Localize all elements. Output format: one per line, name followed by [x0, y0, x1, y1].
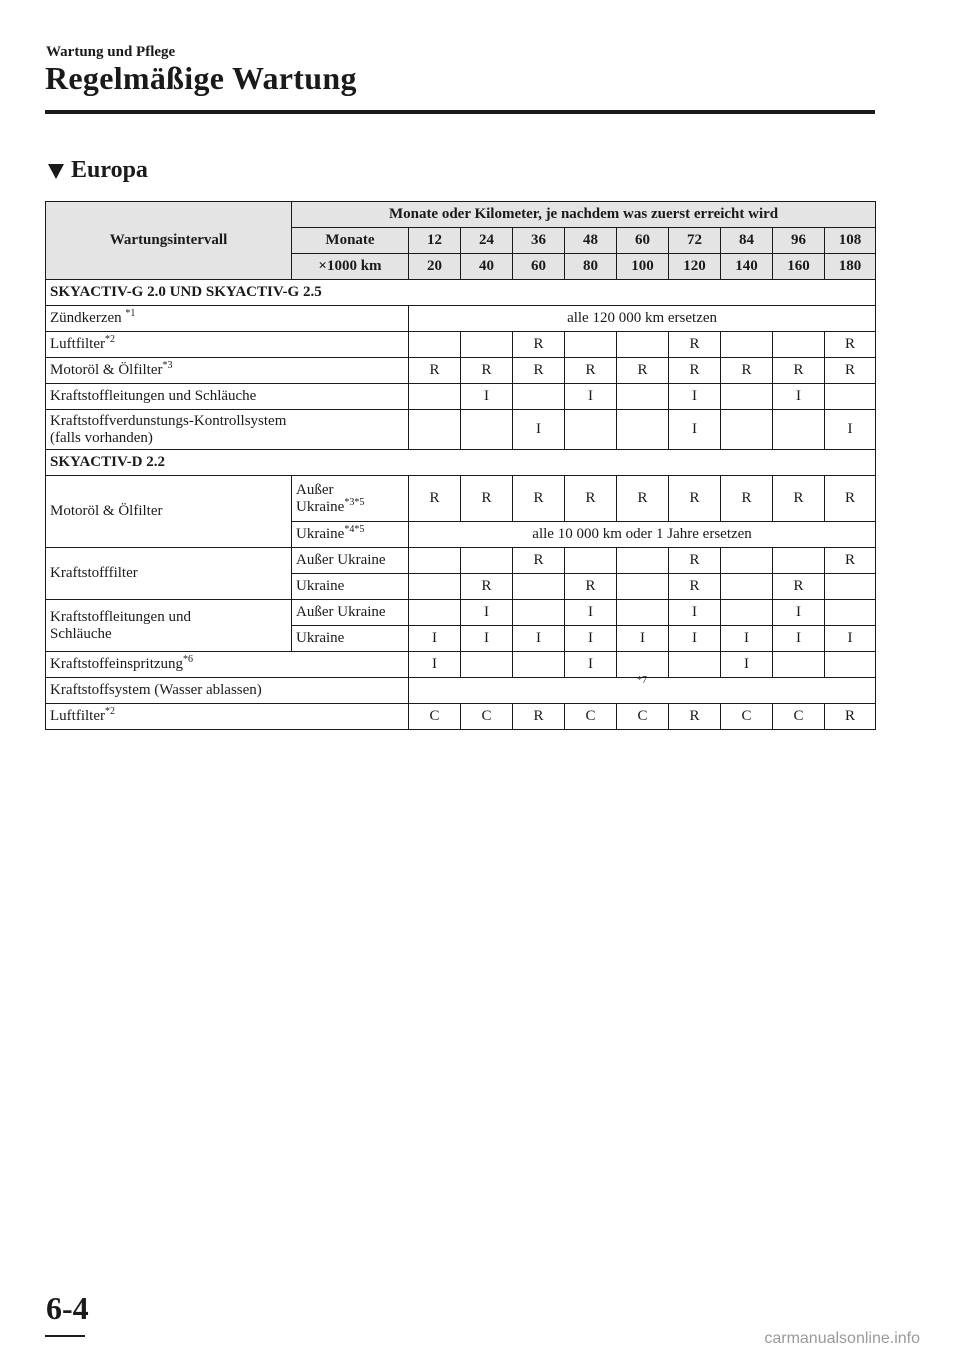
interval-cell: R	[565, 476, 617, 522]
month-cell: 84	[721, 228, 773, 254]
section-label: Wartung und Pflege	[46, 44, 176, 60]
month-cell: 48	[565, 228, 617, 254]
interval-cell: I	[669, 410, 721, 450]
table-row	[46, 358, 876, 384]
interval-cell: R	[825, 358, 876, 384]
watermark: carmanualsonline.info	[764, 1330, 920, 1347]
interval-cell	[825, 574, 876, 600]
interval-cell: R	[513, 332, 565, 358]
month-cell: 12	[409, 228, 461, 254]
maintenance-table	[45, 201, 876, 730]
table-row	[46, 384, 876, 410]
page-number: 6-4	[46, 1290, 89, 1326]
category-petrol: SKYACTIV-G 2.0 UND SKYACTIV-G 2.5	[46, 280, 876, 306]
km-cell: 140	[721, 254, 773, 280]
interval-cell	[565, 410, 617, 450]
sub-label: Außer Ukraine$^{*3*5}$	[292, 476, 409, 522]
interval-cell	[721, 600, 773, 626]
subsection-heading	[48, 157, 148, 184]
interval-cell: R	[617, 476, 669, 522]
interval-cell: R	[669, 704, 721, 730]
interval-cell: I	[773, 600, 825, 626]
row-label: Kraftstoffeinspritzung$^{*6}$	[46, 652, 409, 678]
km-cell: 20	[409, 254, 461, 280]
span-text-cell: alle 10 000 km oder 1 Jahre ersetzen	[409, 522, 876, 548]
interval-cell	[825, 652, 876, 678]
interval-cell: I	[513, 626, 565, 652]
interval-cell	[409, 384, 461, 410]
interval-cell	[461, 410, 513, 450]
km-cell: 60	[513, 254, 565, 280]
table-row	[46, 410, 876, 450]
interval-cell: R	[565, 358, 617, 384]
interval-cell: R	[825, 704, 876, 730]
subsection-title: Europa	[71, 157, 148, 183]
km-cell: 120	[669, 254, 721, 280]
category-row	[46, 280, 876, 306]
interval-cell	[565, 548, 617, 574]
interval-cell: R	[409, 476, 461, 522]
interval-cell: R	[825, 332, 876, 358]
interval-cell: R	[669, 574, 721, 600]
month-cell: 60	[617, 228, 669, 254]
footnote-cell: *7	[409, 678, 876, 704]
row-label: Luftfilter$^{*2}$	[46, 332, 409, 358]
interval-cell: R	[461, 358, 513, 384]
sub-label: Ukraine	[292, 626, 409, 652]
table-row	[46, 600, 876, 626]
months-label: Monate	[292, 228, 409, 254]
interval-cell	[721, 574, 773, 600]
interval-cell: I	[773, 626, 825, 652]
row-label: Kraftstoffleitungen und Schläuche	[46, 600, 292, 652]
interval-cell	[773, 652, 825, 678]
interval-cell	[721, 384, 773, 410]
interval-cell: I	[669, 626, 721, 652]
interval-cell	[461, 548, 513, 574]
interval-cell: I	[409, 652, 461, 678]
page-number-rule	[45, 1335, 85, 1337]
interval-cell: C	[461, 704, 513, 730]
interval-cell: C	[773, 704, 825, 730]
interval-cell: I	[669, 600, 721, 626]
interval-cell	[409, 410, 461, 450]
interval-cell: R	[669, 358, 721, 384]
interval-cell: I	[409, 626, 461, 652]
table-row	[46, 548, 876, 574]
interval-cell: R	[409, 358, 461, 384]
interval-cell: I	[617, 626, 669, 652]
interval-cell	[565, 332, 617, 358]
header-row-span	[46, 202, 876, 228]
row-label: Zündkerzen $^{*1}$	[46, 306, 409, 332]
interval-cell: R	[773, 358, 825, 384]
interval-cell: R	[461, 476, 513, 522]
month-cell: 72	[669, 228, 721, 254]
sub-label: Außer Ukraine	[292, 548, 409, 574]
interval-cell: C	[409, 704, 461, 730]
table-row	[46, 306, 876, 332]
interval-cell: R	[513, 476, 565, 522]
interval-cell	[617, 548, 669, 574]
interval-cell	[461, 332, 513, 358]
interval-cell	[617, 384, 669, 410]
interval-cell	[825, 600, 876, 626]
interval-cell	[513, 574, 565, 600]
interval-cell: I	[461, 384, 513, 410]
interval-cell	[409, 548, 461, 574]
triangle-bullet-icon	[48, 164, 64, 179]
interval-cell: R	[825, 548, 876, 574]
sub-label: Ukraine$^{*4*5}$	[292, 522, 409, 548]
interval-cell: I	[773, 384, 825, 410]
row-label: Luftfilter$^{*2}$	[46, 704, 409, 730]
interval-cell: R	[669, 332, 721, 358]
interval-cell: R	[565, 574, 617, 600]
interval-cell: R	[669, 548, 721, 574]
interval-cell: I	[513, 410, 565, 450]
interval-cell	[617, 600, 669, 626]
row-label: Kraftstofffilter	[46, 548, 292, 600]
interval-cell: I	[669, 384, 721, 410]
interval-cell	[773, 548, 825, 574]
category-row	[46, 450, 876, 476]
sub-label: Außer Ukraine	[292, 600, 409, 626]
km-label: ×1000 km	[292, 254, 409, 280]
interval-cell: I	[721, 652, 773, 678]
interval-cell	[409, 332, 461, 358]
interval-cell: R	[773, 574, 825, 600]
table-row	[46, 332, 876, 358]
interval-cell	[617, 410, 669, 450]
km-cell: 180	[825, 254, 876, 280]
km-cell: 100	[617, 254, 669, 280]
interval-cell: R	[721, 358, 773, 384]
table-row	[46, 476, 876, 522]
page-title: Regelmäßige Wartung	[45, 60, 357, 96]
interval-cell	[773, 332, 825, 358]
interval-cell: I	[825, 410, 876, 450]
title-divider	[45, 110, 875, 114]
interval-cell	[513, 384, 565, 410]
interval-cell: C	[721, 704, 773, 730]
span-text-cell: alle 120 000 km ersetzen	[409, 306, 876, 332]
month-cell: 36	[513, 228, 565, 254]
interval-cell: I	[565, 652, 617, 678]
interval-cell: R	[513, 548, 565, 574]
interval-cell	[617, 332, 669, 358]
table-row	[46, 652, 876, 678]
table-row	[46, 678, 876, 704]
interval-cell	[825, 384, 876, 410]
month-cell: 108	[825, 228, 876, 254]
interval-cell	[721, 410, 773, 450]
interval-cell: R	[721, 476, 773, 522]
month-cell: 24	[461, 228, 513, 254]
interval-cell	[461, 652, 513, 678]
interval-cell	[409, 600, 461, 626]
interval-cell: I	[721, 626, 773, 652]
interval-cell	[513, 600, 565, 626]
interval-cell	[773, 410, 825, 450]
interval-cell: I	[461, 626, 513, 652]
interval-cell: I	[461, 600, 513, 626]
interval-cell: I	[565, 626, 617, 652]
interval-cell	[617, 652, 669, 678]
interval-cell	[721, 332, 773, 358]
interval-cell: R	[773, 476, 825, 522]
interval-cell: I	[565, 384, 617, 410]
interval-cell: R	[669, 476, 721, 522]
month-cell: 96	[773, 228, 825, 254]
sub-label: Ukraine	[292, 574, 409, 600]
interval-cell: R	[513, 358, 565, 384]
interval-cell: R	[825, 476, 876, 522]
interval-cell: C	[565, 704, 617, 730]
interval-cell	[409, 574, 461, 600]
interval-cell	[669, 652, 721, 678]
km-cell: 160	[773, 254, 825, 280]
row-label: Kraftstoffverdunstungs-Kontrollsystem (falls vorhanden)	[46, 410, 409, 450]
interval-cell	[513, 652, 565, 678]
interval-cell: R	[461, 574, 513, 600]
row-label: Motoröl & Ölfilter$^{*3}$	[46, 358, 409, 384]
interval-cell: I	[565, 600, 617, 626]
interval-cell: I	[825, 626, 876, 652]
interval-header: Wartungsintervall	[46, 202, 292, 280]
interval-cell	[721, 548, 773, 574]
interval-cell: R	[617, 358, 669, 384]
interval-cell: R	[513, 704, 565, 730]
span-header: Monate oder Kilometer, je nachdem was zuerst erreicht wird	[292, 202, 876, 228]
interval-cell	[617, 574, 669, 600]
table-row	[46, 704, 876, 730]
row-label: Motoröl & Ölfilter	[46, 476, 292, 548]
row-label: Kraftstoffsystem (Wasser ablassen)	[46, 678, 409, 704]
category-diesel: SKYACTIV-D 2.2	[46, 450, 876, 476]
km-cell: 80	[565, 254, 617, 280]
interval-cell: C	[617, 704, 669, 730]
row-label: Kraftstoffleitungen und Schläuche	[46, 384, 409, 410]
km-cell: 40	[461, 254, 513, 280]
